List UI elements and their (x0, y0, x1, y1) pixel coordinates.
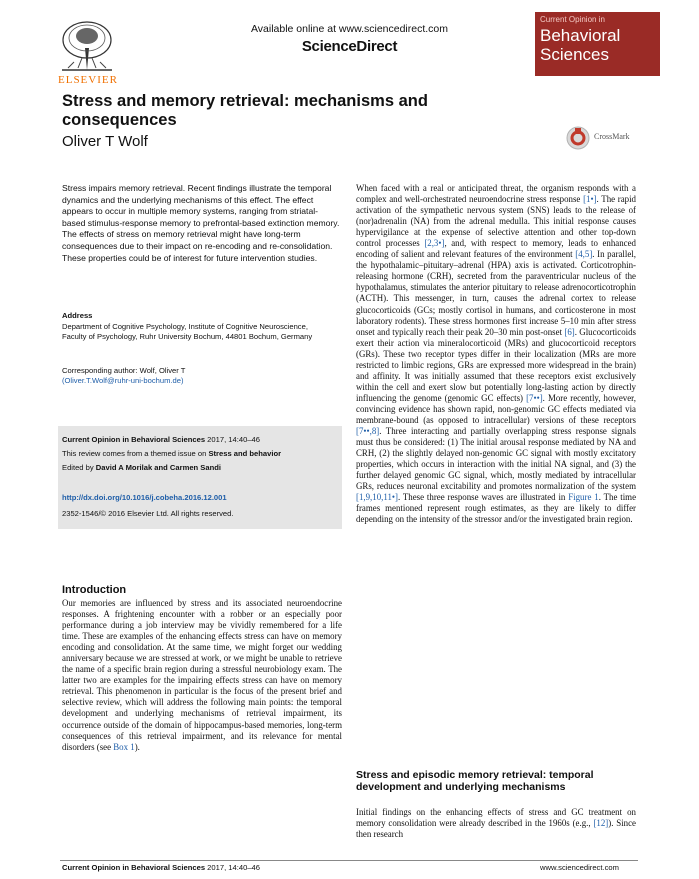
article-author: Oliver T Wolf (62, 133, 148, 150)
footer-website[interactable]: www.sciencedirect.com (540, 863, 619, 872)
footer-journal: Current Opinion in Behavioral Sciences (62, 863, 206, 872)
info-journal-ref: 2017, 14:40–46 (205, 435, 260, 444)
info-theme-name: Stress and behavior (208, 449, 282, 458)
reference-link[interactable]: [7••] (526, 392, 543, 403)
box-1-link[interactable]: Box 1 (113, 741, 135, 752)
corresponding-email-link[interactable]: (Oliver.T.Wolf@ruhr-uni-bochum.de) (62, 376, 184, 386)
info-editors (62, 463, 221, 472)
reference-link[interactable]: [1,9,10,11•] (356, 492, 398, 503)
doi-link[interactable]: http://dx.doi.org/10.1016/j.cobeha.2016.12.001 (62, 493, 227, 502)
info-editors-prefix: Edited by (62, 463, 96, 472)
reference-link[interactable]: [1•] (583, 194, 597, 205)
reference-link[interactable]: [7••,8] (356, 426, 380, 437)
journal-small-label: Current Opinion in (540, 15, 605, 24)
corresponding-author (62, 366, 332, 387)
journal-big-line-2: Sciences (540, 45, 609, 64)
sciencedirect-brand[interactable]: ScienceDirect (301, 38, 398, 55)
introduction-text (62, 598, 342, 753)
info-journal-name: Current Opinion in Behavioral Sciences (62, 435, 206, 444)
address-heading: Address (62, 311, 93, 320)
body-segment: . Three interacting and partially overlapping stress response signals must thus be considered: (1) The initial arousal response mediated by NA and CRH, (2) the slightly delayed non-genomic GC signal with mostly excitatory properties, which occurs in interaction with the initial NA signal, and (3) the further delayed genomic GC signal, which, mostly mediated by intracellular GRs, reduces neuronal excitability and promotes normalization of the system (356, 426, 636, 492)
publisher-name: ELSEVIER (58, 74, 118, 86)
body-segment: . More recently, however, convincing evidence has shown rapid, non-genomic GC effects mediated via membrane-bound (as opposed to intracellular) versions of these receptors (356, 392, 636, 425)
corresponding-author-label: Corresponding author: Wolf, Oliver T (62, 366, 186, 375)
body-segment: When faced with a real or anticipated threat, the organism responds with a complex and well-orchestrated neuroendocrine stress response (356, 183, 636, 205)
footer-divider (60, 860, 638, 861)
article-info-box (58, 426, 342, 529)
body-segment: . The time frames mentioned represent rough estimates, as they are likely to differ depending on the intensity of the stressor and/or the investigated brain region. (356, 492, 637, 525)
footer-ref: 2017, 14:40–46 (205, 863, 260, 872)
journal-cover-badge (535, 12, 660, 76)
reference-link[interactable]: [12] (593, 818, 609, 829)
intro-body: Our memories are influenced by stress and its associated neuroendocrine responses. A frightening encounter with a robber or an especially poor performance during a job interview may be vividly remembered for a life time. These are examples of the enhancing effects stress can have on memory encoding and consolidation. At the same time, we might forget our wedding anniversary because we are stressed at work, or we might be unable to retrieve the name of a specific brain region during a stressful neurobiology exam. The latter two are examples for the impairing effects stress can have on memory retrieval. This phenomenon in particular is the focus of the present brief and selective review, which will address the following main points: the temporal development and underlying mechanisms of retrieval impairment, its occurrence outside of the domain of hippocampus-based memories, long-term consequences of this retrieval impairment, and its relevance for mental disorders (see (62, 598, 342, 752)
journal-big-line-1: Behavioral (540, 26, 621, 45)
info-theme-prefix: This review comes from a themed issue on (62, 449, 209, 458)
body-segment: . The rapid activation of the sympathetic nervous system (SNS) leads to the release of (nor)adrenalin (NA) from the adrenal medulla. This initial response causes hypervigilance at the expense of selective attention and other top-down control processes (356, 194, 636, 249)
abstract: Stress impairs memory retrieval. Recent findings illustrate the temporal dynamics and the underlying mechanisms of this effect. The effect appears to occur in multiple memory systems, ranging from striatal-based stimulus-response memory to prefrontal-based extinction memory. The effects of stress on memory retrieval might have long-term consequences due to their impact on re-encoding and re-consolidation. These properties could be of interest for future intervention studies. (62, 183, 340, 263)
body-segment: Initial findings on the enhancing effects of stress and GC treatment on memory consolidation were already described in the 1960s (e.g., (356, 807, 636, 829)
body-segment: . Glucocorticoids exert their action via mineralocorticoid (MRs) and glucocorticoid receptors (GRs). These two receptor types differ in their localization (MRs are more restricted to limbic regions, GRs are expressed more widespread in the brain) and affinity. It was initially assumed that these receptors exist exclusively within the cell and exert slow but potentially long-lasting action by directly influencing the genome (genomic GC effects) (356, 326, 636, 403)
crossmark-icon[interactable] (566, 126, 590, 150)
crossmark-label[interactable]: CrossMark (594, 132, 630, 141)
section-text (356, 807, 636, 840)
section-heading: Stress and episodic memory retrieval: temporal development and underlying mechanisms (356, 769, 594, 793)
article-title: Stress and memory retrieval: mechanisms and consequences (62, 92, 428, 129)
reference-link[interactable]: [2,3•] (424, 238, 445, 249)
info-journal-citation (62, 435, 260, 444)
info-editors-names: David A Morilak and Carmen Sandi (95, 463, 221, 472)
introduction-heading: Introduction (62, 584, 127, 596)
address-text: Department of Cognitive Psychology, Institute of Cognitive Neuroscience, Faculty of Psychology, Ruhr University Bochum, 44801 Bochum, Germany (62, 322, 313, 342)
body-text-right (356, 183, 636, 525)
reference-link[interactable]: [6] (564, 326, 575, 337)
body-segment: , and, with respect to memory, leads to enhanced encoding of salient and relevant features of the environment (356, 238, 636, 260)
figure-1-link[interactable]: Figure 1 (568, 492, 599, 503)
info-theme (62, 449, 281, 458)
footer-citation (62, 863, 260, 872)
body-segment: ). Since then research (356, 818, 636, 840)
journal-big-label (540, 26, 620, 64)
body-segment: . These three response waves are illustrated in (397, 492, 569, 503)
reference-link[interactable]: [4,5] (575, 249, 593, 260)
intro-end: ). (134, 741, 140, 752)
copyright: 2352-1546/© 2016 Elsevier Ltd. All rights reserved. (62, 509, 234, 518)
available-online[interactable]: Available online at www.sciencedirect.com (250, 23, 449, 35)
body-segment: . In parallel, the hypothalamic–pituitary–adrenal (HPA) axis is activated. Corticotrophin-releasing hormone (CRH), secreted from the paraventricular nucleus of the hypothalamus, stimulates the anterior pituitary to release adrenocorticotrophin (ACTH). This messenger, in turn, causes the adrenal cortex to release glucocorticoids (GCs; mostly cortisol in humans, and corticosterone in most laboratory rodents). These stress hormones first increase 5–10 min after stress onset and typically reach their peak 20–30 min post-onset (356, 249, 636, 337)
